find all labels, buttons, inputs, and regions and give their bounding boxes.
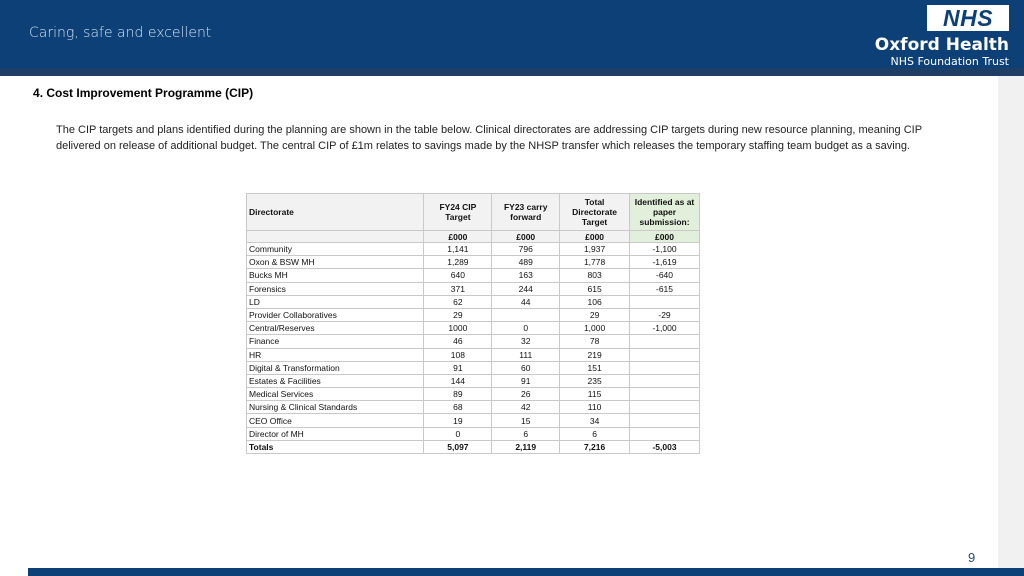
- table-row: [247, 243, 700, 256]
- fy24-cell: 29: [424, 308, 492, 321]
- table-row: [247, 269, 700, 282]
- total-cell: 115: [560, 388, 630, 401]
- unit-cell: £000: [630, 231, 700, 243]
- fy24-cell: 19: [424, 414, 492, 427]
- section-title-text: Cost Improvement Programme (CIP): [46, 86, 254, 100]
- identified-cell: -1,100: [630, 243, 700, 256]
- table-row: [247, 374, 700, 387]
- side-panel: [998, 76, 1024, 568]
- page-number: 9: [968, 550, 976, 565]
- table-units-row: [247, 231, 700, 243]
- directorate-cell: Community: [247, 243, 424, 256]
- directorate-cell: Central/Reserves: [247, 322, 424, 335]
- table-row: [247, 414, 700, 427]
- table-row: [247, 322, 700, 335]
- table-row: [247, 401, 700, 414]
- fy24-cell: 1000: [424, 322, 492, 335]
- fy24-cell: 91: [424, 361, 492, 374]
- fy23-cell: 796: [492, 243, 560, 256]
- table-row: [247, 348, 700, 361]
- tagline: Caring, safe and excellent: [29, 25, 212, 41]
- identified-cell: [630, 374, 700, 387]
- grand-total: 7,216: [560, 440, 630, 453]
- cip-table: [246, 193, 700, 454]
- fy23-cell: 26: [492, 388, 560, 401]
- table-row: [247, 295, 700, 308]
- identified-cell: -1,619: [630, 256, 700, 269]
- fy23-total: 2,119: [492, 440, 560, 453]
- identified-cell: [630, 361, 700, 374]
- unit-cell: [247, 231, 424, 243]
- identified-cell: [630, 295, 700, 308]
- identified-cell: [630, 348, 700, 361]
- fy24-total: 5,097: [424, 440, 492, 453]
- fy23-cell: 60: [492, 361, 560, 374]
- table-row: [247, 427, 700, 440]
- col-header-fy24: FY24 CIP Target: [424, 194, 492, 231]
- directorate-cell: HR: [247, 348, 424, 361]
- fy23-cell: 32: [492, 335, 560, 348]
- total-cell: 1,000: [560, 322, 630, 335]
- fy23-cell: 42: [492, 401, 560, 414]
- directorate-cell: Finance: [247, 335, 424, 348]
- intro-paragraph: The CIP targets and plans identified during the planning are shown in the table below. Clinical directorates are addressing CIP targets during new resource planning, meaning CIP delivered on release of additional budget. The central CIP of £1m relates to savings made by the NHSP transfer which releases the temporary staffing team budget as a saving.: [56, 124, 922, 152]
- col-header-total: Total Directorate Target: [560, 194, 630, 231]
- directorate-cell: Bucks MH: [247, 269, 424, 282]
- section-number: 4: [33, 86, 40, 100]
- org-name: Oxford Health: [874, 35, 1009, 55]
- identified-cell: [630, 401, 700, 414]
- directorate-cell: Estates & Facilities: [247, 374, 424, 387]
- fy24-cell: 46: [424, 335, 492, 348]
- totals-label: Totals: [247, 440, 424, 453]
- footer-bar: [28, 568, 1024, 576]
- table-header-row: [247, 194, 700, 231]
- identified-cell: [630, 388, 700, 401]
- directorate-cell: Provider Collaboratives: [247, 308, 424, 321]
- fy24-cell: 1,141: [424, 243, 492, 256]
- fy23-cell: 6: [492, 427, 560, 440]
- directorate-cell: Medical Services: [247, 388, 424, 401]
- identified-cell: -615: [630, 282, 700, 295]
- fy23-cell: 0: [492, 322, 560, 335]
- unit-cell: £000: [492, 231, 560, 243]
- header-bar: [0, 0, 1024, 68]
- total-cell: 1,937: [560, 243, 630, 256]
- nhs-logo: NHS: [927, 5, 1009, 31]
- directorate-cell: Oxon & BSW MH: [247, 256, 424, 269]
- total-cell: 803: [560, 269, 630, 282]
- fy23-cell: [492, 308, 560, 321]
- directorate-cell: Nursing & Clinical Standards: [247, 401, 424, 414]
- fy23-cell: 163: [492, 269, 560, 282]
- header-rule: [0, 68, 1024, 76]
- fy23-cell: 15: [492, 414, 560, 427]
- fy24-cell: 371: [424, 282, 492, 295]
- section-title: 4. Cost Improvement Programme (CIP): [33, 86, 254, 100]
- col-header-identified: Identified as at paper submission:: [630, 194, 700, 231]
- identified-cell: [630, 427, 700, 440]
- total-cell: 6: [560, 427, 630, 440]
- fy24-cell: 68: [424, 401, 492, 414]
- directorate-cell: Forensics: [247, 282, 424, 295]
- total-cell: 110: [560, 401, 630, 414]
- fy24-cell: 62: [424, 295, 492, 308]
- col-header-fy23: FY23 carry forward: [492, 194, 560, 231]
- unit-cell: £000: [424, 231, 492, 243]
- total-cell: 78: [560, 335, 630, 348]
- total-cell: 151: [560, 361, 630, 374]
- fy23-cell: 44: [492, 295, 560, 308]
- totals-row: [247, 440, 700, 453]
- fy24-cell: 108: [424, 348, 492, 361]
- total-cell: 235: [560, 374, 630, 387]
- total-cell: 29: [560, 308, 630, 321]
- identified-cell: -1,000: [630, 322, 700, 335]
- total-cell: 1,778: [560, 256, 630, 269]
- fy24-cell: 1,289: [424, 256, 492, 269]
- identified-cell: [630, 335, 700, 348]
- fy23-cell: 489: [492, 256, 560, 269]
- table-row: [247, 256, 700, 269]
- fy24-cell: 89: [424, 388, 492, 401]
- identified-cell: -640: [630, 269, 700, 282]
- col-header-directorate: Directorate: [247, 194, 424, 231]
- total-cell: 106: [560, 295, 630, 308]
- total-cell: 615: [560, 282, 630, 295]
- identified-cell: [630, 414, 700, 427]
- directorate-cell: Director of MH: [247, 427, 424, 440]
- table-row: [247, 388, 700, 401]
- identified-total: -5,003: [630, 440, 700, 453]
- directorate-cell: LD: [247, 295, 424, 308]
- total-cell: 34: [560, 414, 630, 427]
- table-row: [247, 361, 700, 374]
- directorate-cell: Digital & Transformation: [247, 361, 424, 374]
- table-row: [247, 308, 700, 321]
- table-row: [247, 335, 700, 348]
- fy24-cell: 144: [424, 374, 492, 387]
- fy23-cell: 91: [492, 374, 560, 387]
- org-subtitle: NHS Foundation Trust: [890, 55, 1009, 68]
- fy23-cell: 111: [492, 348, 560, 361]
- fy23-cell: 244: [492, 282, 560, 295]
- directorate-cell: CEO Office: [247, 414, 424, 427]
- identified-cell: -29: [630, 308, 700, 321]
- fy24-cell: 0: [424, 427, 492, 440]
- total-cell: 219: [560, 348, 630, 361]
- table-row: [247, 282, 700, 295]
- fy24-cell: 640: [424, 269, 492, 282]
- unit-cell: £000: [560, 231, 630, 243]
